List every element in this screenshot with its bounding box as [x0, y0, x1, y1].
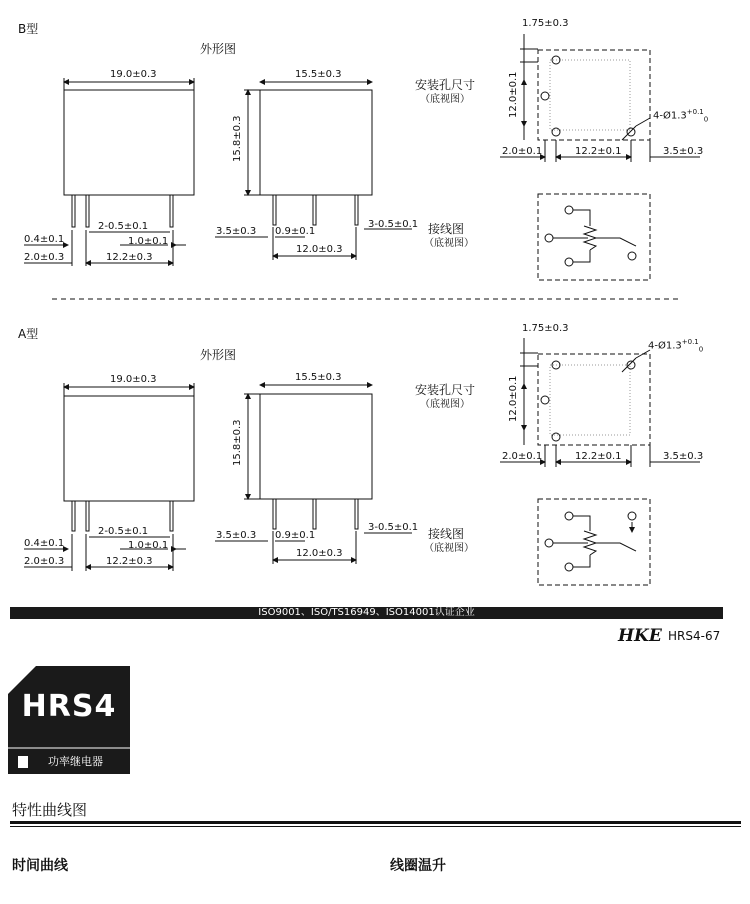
mount-hole-b: $4-Ø1.3^{+0.1}_0$ [653, 108, 709, 124]
curves-rule-thick [10, 821, 741, 824]
curves-title: 特性曲线图 [12, 801, 88, 819]
mount-right-b: 3.5±0.3 [663, 146, 704, 157]
curves-rule-thin [10, 826, 741, 827]
dim-width-b: 19.0±0.3 [110, 69, 157, 80]
mount-left-b: 2.0±0.1 [502, 146, 543, 157]
mount-title-b: 安装孔尺寸 [415, 78, 476, 92]
dim-side-pin-b: 0.9±0.1 [275, 226, 316, 237]
outline-title-b: 外形图 [200, 42, 237, 56]
dim-pin-length-a: 2-0.5±0.1 [98, 526, 149, 537]
wiring-title-a: 接线图 [428, 527, 465, 541]
dim-pin-length-b: 2-0.5±0.1 [98, 221, 149, 232]
mount-title-a: 安装孔尺寸 [415, 383, 476, 397]
outline-title-a: 外形图 [200, 348, 237, 362]
certification-bar: ISO9001、ISO/TS16949、ISO14001认证企业 [10, 607, 723, 619]
dim-side-pitch-b: 12.0±0.3 [296, 244, 343, 255]
dim-pin-width-b: 0.4±0.1 [24, 234, 65, 245]
type-label-a: A型 [18, 327, 39, 341]
dim-depth-b: 15.5±0.3 [295, 69, 342, 80]
mount-sub-b: （底视图） [420, 94, 470, 105]
dim-side-left-a: 3.5±0.3 [216, 530, 257, 541]
wiring-sub-a: （底视图） [424, 543, 474, 554]
dim-side-pitch-a: 12.0±0.3 [296, 548, 343, 559]
mount-top-a: 1.75±0.3 [522, 323, 569, 334]
product-category-row [8, 749, 130, 774]
brand-logo: HKE [618, 626, 662, 646]
mount-height-b: 12.0±0.1 [508, 71, 519, 118]
wiring-sub-b: （底视图） [424, 238, 474, 249]
mount-pitch-a: 12.2±0.1 [575, 451, 622, 462]
mount-pitch-b: 12.2±0.1 [575, 146, 622, 157]
dim-pin-thick-b: 1.0±0.1 [128, 236, 169, 247]
product-badge [8, 666, 130, 774]
mount-top-b: 1.75±0.3 [522, 18, 569, 29]
mount-height-a: 12.0±0.1 [508, 375, 519, 422]
dim-width-a: 19.0±0.3 [110, 374, 157, 385]
type-label-b: B型 [18, 22, 39, 36]
relay-front-outline [64, 90, 194, 195]
relay-side-outline [260, 90, 372, 195]
product-name: HRS4 [21, 689, 117, 724]
dim-pitch-a: 12.2±0.3 [106, 556, 153, 567]
category-square-icon [18, 756, 28, 768]
mount-right-a: 3.5±0.3 [663, 451, 704, 462]
dim-pin-offset-b: 2.0±0.3 [24, 252, 65, 263]
dim-side-pin-a: 0.9±0.1 [275, 530, 316, 541]
dim-pitch-b: 12.2±0.3 [106, 252, 153, 263]
model-code: HRS4-67 [668, 629, 721, 643]
product-category: 功率继电器 [48, 755, 103, 768]
dim-side-length-b: 3-0.5±0.1 [368, 219, 419, 230]
mount-hole-a: $4-Ø1.3^{+0.1}_0$ [648, 338, 704, 354]
wiring-title-b: 接线图 [428, 222, 465, 236]
mount-sub-a: （底视图） [420, 399, 470, 410]
dim-depth-a: 15.5±0.3 [295, 372, 342, 383]
coil-temp-title: 线圈温升 [390, 858, 446, 874]
time-curve-title: 时间曲线 [12, 858, 68, 874]
dim-height-b: 15.8±0.3 [232, 115, 243, 162]
dim-pin-thick-a: 1.0±0.1 [128, 540, 169, 551]
dim-height-a: 15.8±0.3 [232, 419, 243, 466]
dim-side-left-b: 3.5±0.3 [216, 226, 257, 237]
dim-side-length-a: 3-0.5±0.1 [368, 522, 419, 533]
dim-pin-width-a: 0.4±0.1 [24, 538, 65, 549]
mount-left-a: 2.0±0.1 [502, 451, 543, 462]
dim-pin-offset-a: 2.0±0.3 [24, 556, 65, 567]
